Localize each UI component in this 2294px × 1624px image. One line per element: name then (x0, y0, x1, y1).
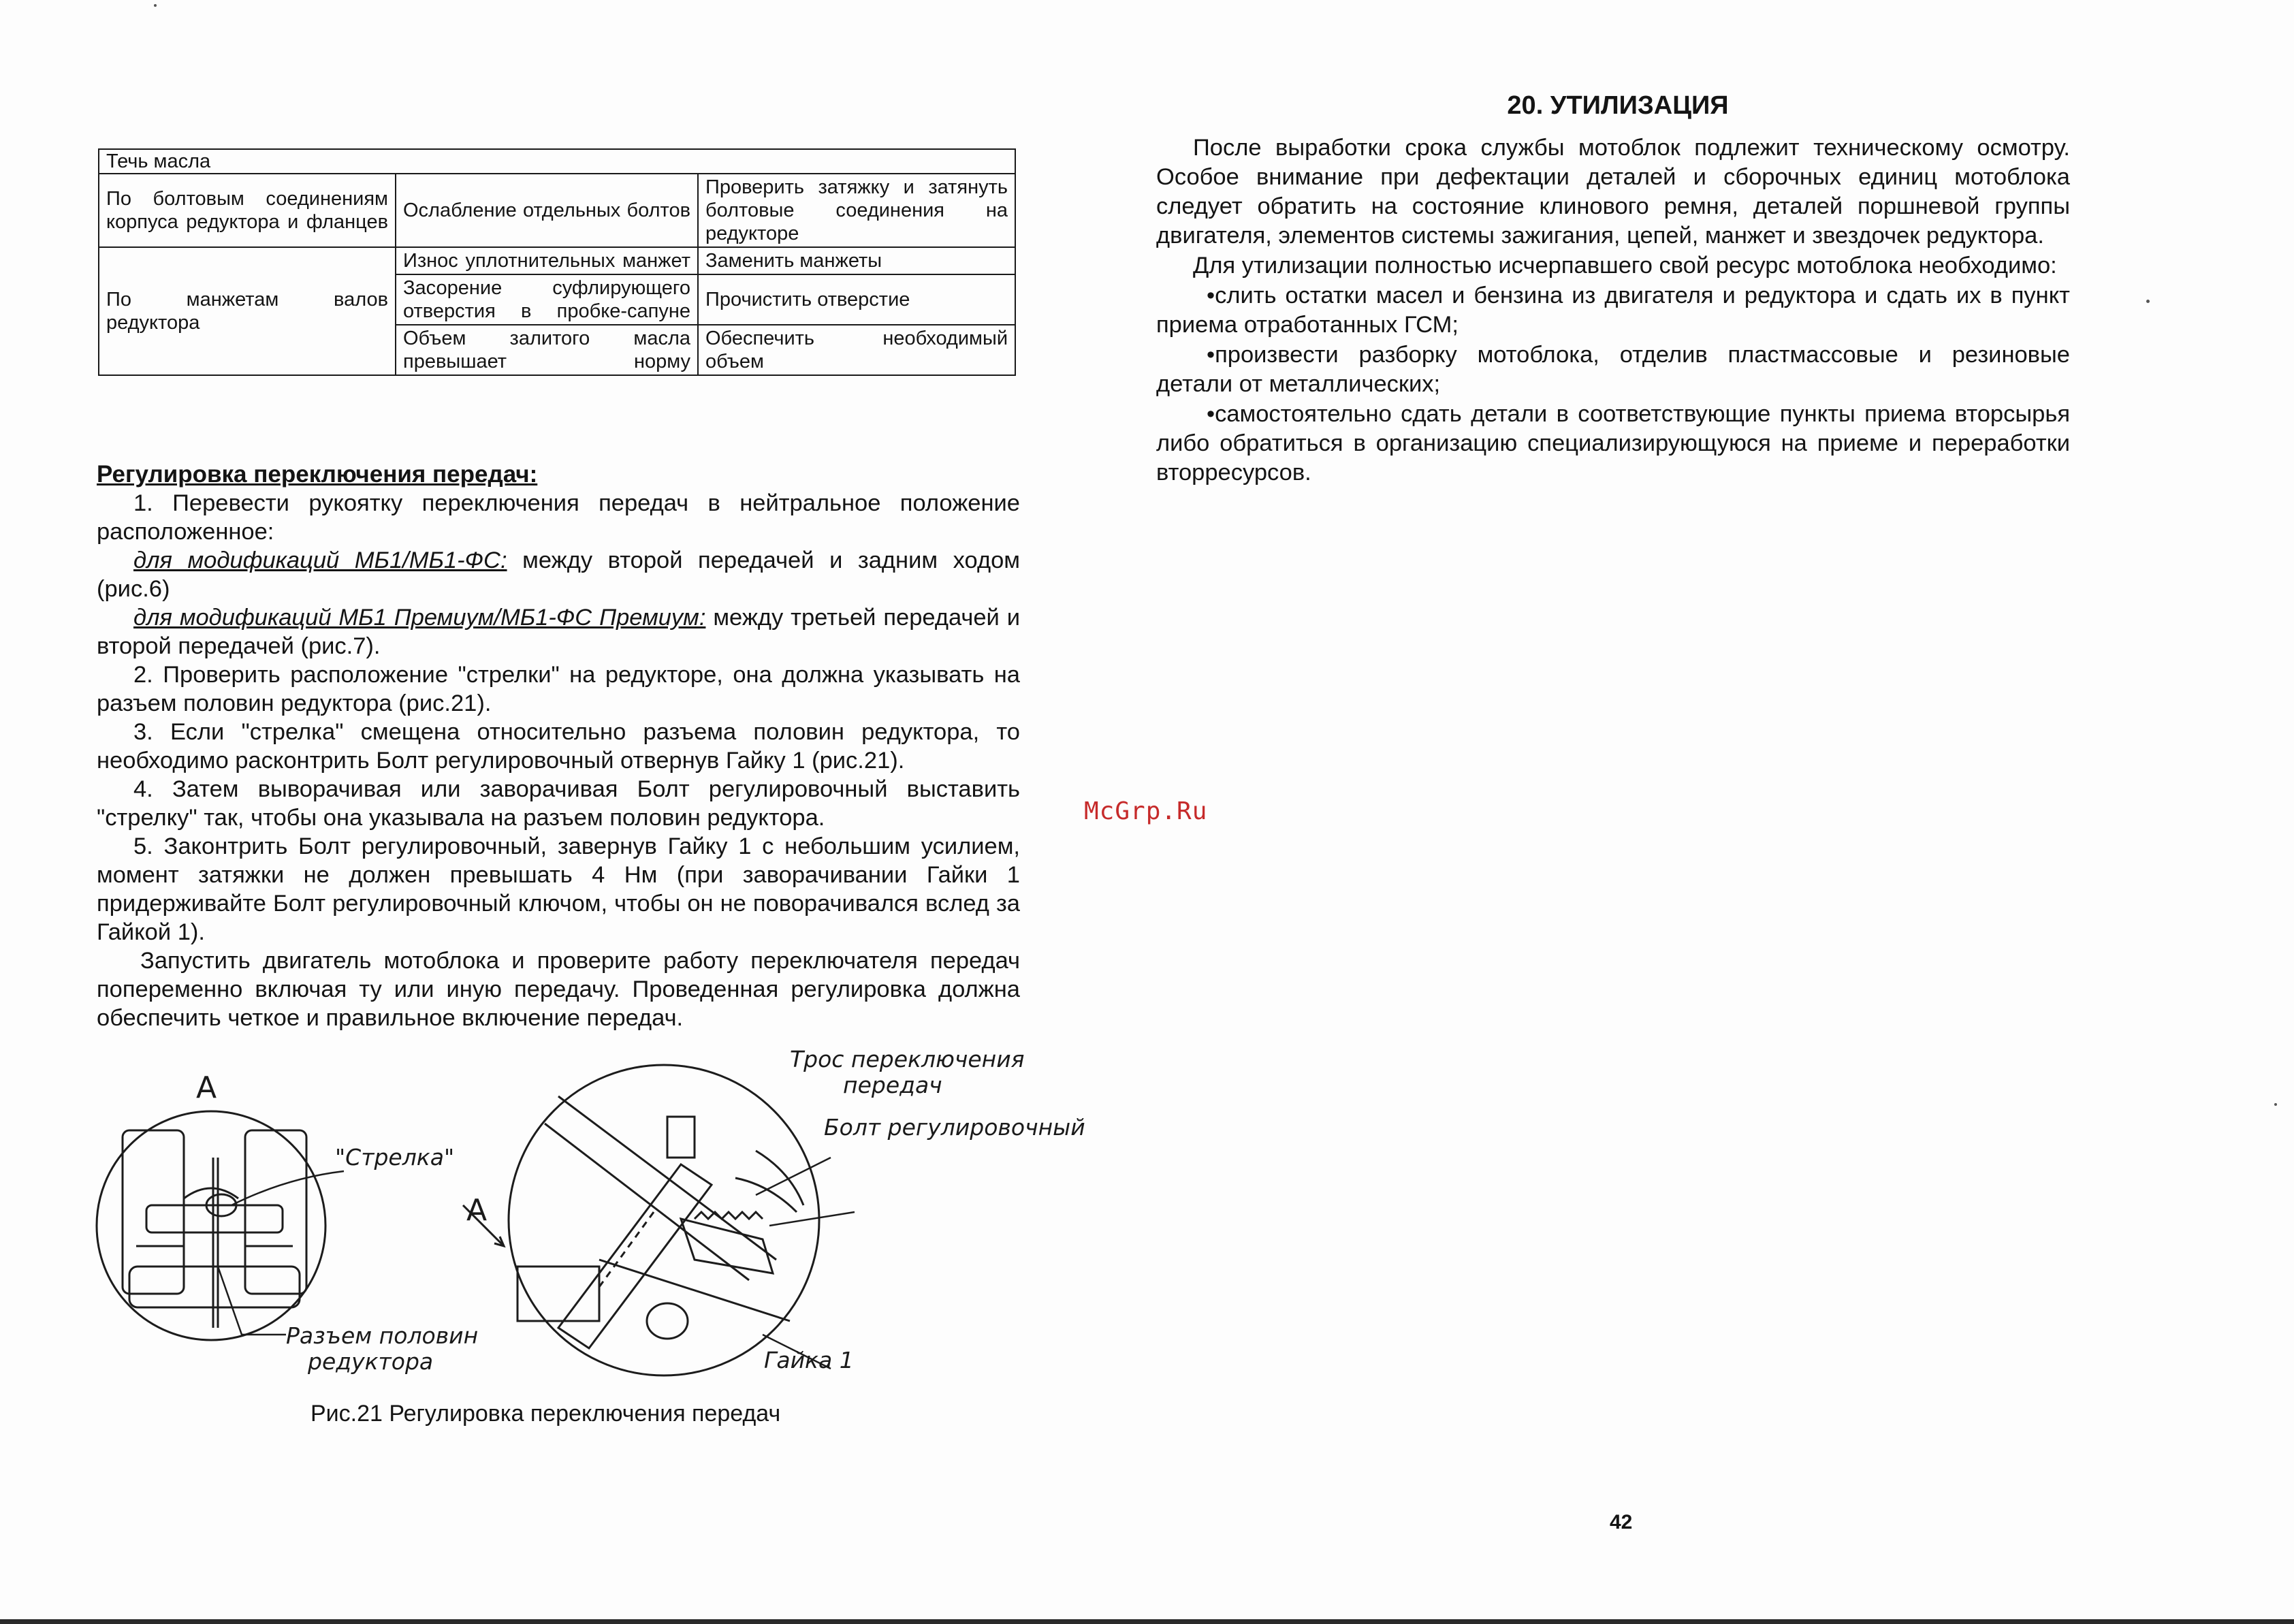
detail-view-circle (97, 1111, 325, 1340)
modification-2-text: между третьей передачей и второй передачей (рис.7). (97, 605, 1020, 659)
troubleshooting-table (98, 148, 1016, 376)
label-split-line-2: редуктора (308, 1348, 434, 1375)
table-cell-fix: Заменить манжеты (698, 247, 1015, 274)
table-cell-cause: Ослабление отдельных болтов (396, 174, 698, 247)
final-check: Запустить двигатель мотоблока и проверите работу переключателя передач попеременно включая ту или иную передачу. Проведенная регулировка должна обеспечить четкое и правильное включение передач. (97, 948, 1020, 1031)
disposal-bullet-1: •слить остатки масел и бензина из двигателя и редуктора и сдать их в пункт приема отработанных ГСМ; (1156, 283, 2070, 338)
step-4: 4. Затем выворачивая или заворачивая Болт регулировочный выставить "стрелку" так, чтобы она указывала на разъем половин редуктора. (97, 776, 1020, 831)
table-cell-cause: Засорение суфлирующего отверстия в пробке-сапуне (396, 274, 698, 325)
bolt-leader (769, 1212, 855, 1226)
disposal-paragraph-2: Для утилизации полностью исчерпавшего свой ресурс мотоблока необходимо: (1193, 253, 2057, 278)
scan-speck (2274, 1103, 2277, 1106)
table-cell-fix: Прочистить отверстие (698, 274, 1015, 325)
scan-speck (154, 4, 157, 7)
step-5: 5. Законтрить Болт регулировочный, завернув Гайку 1 с небольшим усилием, момент затяжки не должен превышать 4 Нм (при заворачивании Гайки 1 придерживайте Болт регулировочный ключом, чтобы он не поворачивался вслед за Гайкой 1). (97, 833, 1020, 945)
table-cell-cause: Объем залитого масла превышает норму (396, 325, 698, 375)
gearbox-assembly (517, 1096, 803, 1348)
step-1: 1. Перевести рукоятку переключения передач в нейтральное положение расположенное: (97, 490, 1020, 545)
label-arrow: "Стрелка" (335, 1144, 455, 1171)
view-label-a-left: А (196, 1070, 217, 1105)
label-split-line-1: Разъем половин (286, 1322, 479, 1349)
modification-1-label: для модификаций МБ1/МБ1-ФС: (133, 547, 507, 573)
disposal-bullet-2: •произвести разборку мотоблока, отделив пластмассовые и резиновые детали от металлических; (1156, 342, 2070, 397)
label-cable-line-2: передач (843, 1072, 942, 1098)
scan-speck (2146, 300, 2150, 303)
disposal-text (1156, 133, 2070, 488)
figure-caption: Рис.21 Регулировка переключения передач (310, 1401, 781, 1427)
table-row (99, 247, 1015, 274)
modification-2 (97, 603, 1020, 660)
gearbox-drawing (82, 1042, 1076, 1437)
adjustment-instructions (97, 489, 1020, 1032)
page-number: 42 (1610, 1511, 1633, 1533)
figure-21 (82, 1042, 1085, 1437)
cable-leader (756, 1158, 831, 1195)
section-heading: Регулировка переключения передач: (97, 461, 538, 488)
modification-2-label: для модификаций МБ1 Премиум/МБ1-ФС Премиум: (133, 605, 706, 631)
table-cell-cause: Износ уплотнительных манжет (396, 247, 698, 274)
scan-edge (0, 1619, 2294, 1624)
table-header-row (99, 149, 1015, 174)
label-bolt: Болт регулировочный (824, 1114, 1085, 1141)
label-nut: Гайка 1 (764, 1347, 854, 1373)
disposal-bullet-3: •самостоятельно сдать детали в соответствующие пункты приема вторсырья либо обратиться в организацию специализирующуюся на приеме и переработки вторресурсов. (1156, 401, 2070, 485)
step-3: 3. Если "стрелка" смещена относительно разъема половин редуктора, то необходимо расконтрить Болт регулировочный отвернув Гайку 1 (рис.21). (97, 719, 1020, 774)
modification-1-text: между второй передачей и задним ходом (рис.6) (97, 547, 1020, 602)
step-2: 2. Проверить расположение "стрелки" на редукторе, она должна указывать на разъем половин редуктора (рис.21). (97, 662, 1020, 716)
label-cable-line-1: Трос переключения (790, 1046, 1025, 1072)
assembly-circle (509, 1065, 819, 1375)
split-leader (218, 1267, 286, 1335)
view-label-a-right: А (466, 1193, 488, 1228)
disposal-paragraph-1: После выработки срока службы мотоблок подлежит техническому осмотру. Особое внимание при дефектации деталей и сборочных единиц мотоблока следует обратить на состояние клинового ремня, деталей поршневой группы двигателя, элементов системы зажигания, цепей, манжет и звездочек редуктора. (1156, 135, 2070, 249)
modification-1 (97, 546, 1020, 603)
table-cell-place: По болтовым соединениям корпуса редуктора и фланцев (99, 174, 396, 247)
watermark: McGrp.Ru (1084, 797, 1208, 825)
disposal-title: 20. УТИЛИЗАЦИЯ (1507, 91, 1729, 120)
table-cell-fix: Проверить затяжку и затянуть болтовые соединения на редукторе (698, 174, 1015, 247)
table-cell-place: По манжетам валов редуктора (99, 247, 396, 375)
table-row (99, 174, 1015, 247)
arrow-leader (232, 1171, 344, 1205)
table-cell-fix: Обеспечить необходимый объем (698, 325, 1015, 375)
gearbox-halves-detail (123, 1130, 306, 1328)
table-header-cell: Течь масла (99, 149, 1015, 174)
